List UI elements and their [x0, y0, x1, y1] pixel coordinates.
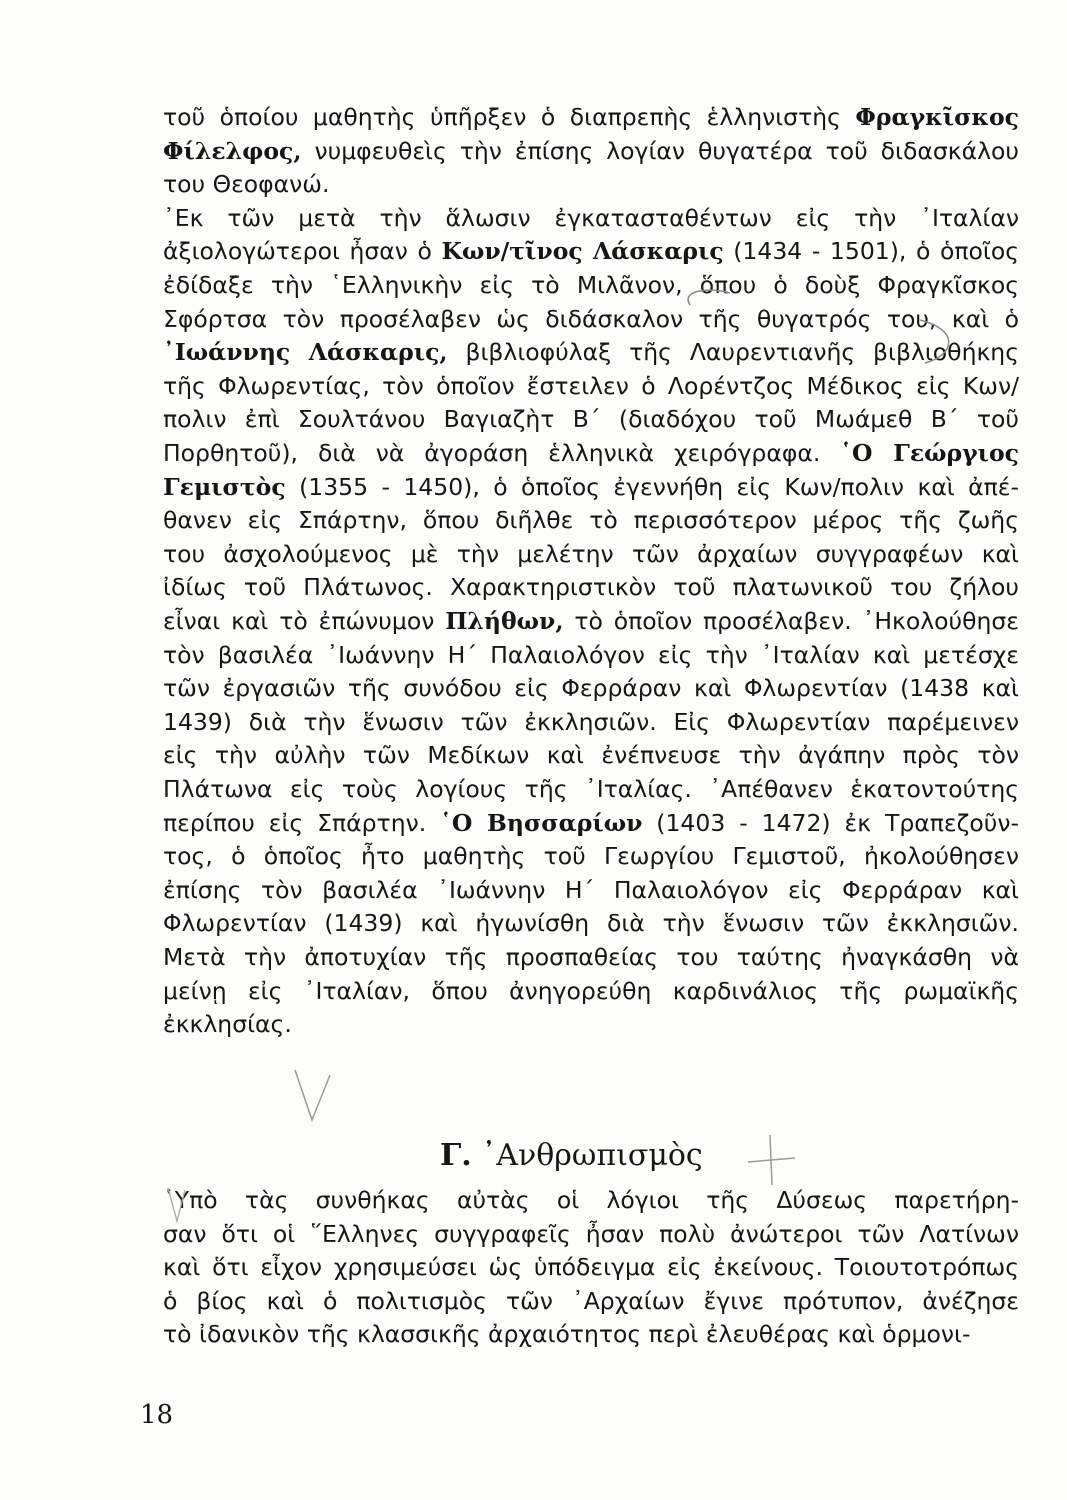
text-line — [163, 570, 1019, 604]
bold-name-run: Γεμιστὸς — [163, 472, 286, 501]
text-line — [163, 738, 1019, 772]
text-run: τῶν ἐργασιῶν τῆς συνόδου εἰς Φερράραν καὶ Φλωρεντίαν (1438 καὶ — [163, 674, 1019, 703]
text-run: του Θεοφανώ. — [163, 170, 330, 199]
text-line — [163, 1317, 1019, 1351]
text-run: ἐδίδαξε τὴν ῾Ελληνικὴν εἰς τὸ Μιλᾶνον, ὅπου ὁ δοὺξ Φραγκῖσκος — [163, 271, 1019, 299]
text-run: (1403 - 1472) ἐκ Τραπεζοῦν- — [642, 808, 1019, 837]
text-run: ὁ βίος καὶ ὁ πολιτισμὸς τῶν ᾿Αρχαίων ἔγινε πρότυπον, ἀνέζησε — [163, 1286, 1019, 1315]
text-run: ἰδίως τοῦ Πλάτωνος. Χαρακτηριστικὸν τοῦ πλατωνικοῦ του ζήλου — [163, 573, 1019, 602]
text-line — [163, 1217, 1019, 1251]
text-run: τὸ ὁποῖον προσέλαβεν. ᾿Ηκολούθησε — [563, 607, 1019, 635]
text-line — [163, 100, 1019, 134]
text-run: ἐκκλησίας. — [163, 1010, 292, 1039]
text-line — [163, 503, 1019, 537]
text-line — [163, 974, 1019, 1008]
text-run: εἶναι καὶ τὸ ἐπώνυμον — [163, 607, 446, 635]
section-title: ᾿Ανθρωπισμὸς — [481, 1138, 703, 1173]
text-run: τος, ὁ ὁποῖος ἦτο μαθητὴς τοῦ Γεωργίου Γεμιστοῦ, ἠκολούθησεν — [163, 842, 1019, 871]
text-run: εἰς τὴν αὐλὴν τῶν Μεδίκων καὶ ἐνέπνευσε τὴν ἀγάπην πρὸς τὸν — [163, 741, 1019, 770]
text-run: (1434 - 1501), ὁ ὁποῖος — [723, 237, 1020, 266]
text-run: (1355 - 1450), ὁ ὁποῖος ἐγεννήθη εἰς Κων/πολιν καὶ ἀπέ- — [285, 472, 1019, 501]
text-line — [163, 1183, 1019, 1217]
text-run: Πλάτωνα εἰς τοὺς λογίους τῆς ᾿Ιταλίας. ᾿Απέθανεν ἑκατοντούτης — [163, 775, 1019, 803]
text-run: περίπου εἰς Σπάρτην. — [163, 808, 441, 837]
bold-name-run: Φραγκῖσκος — [855, 103, 1019, 131]
text-line — [163, 436, 1019, 470]
text-run: τοῦ ὁποίου μαθητὴς ὑπῆρξεν ὁ διαπρεπὴς ἑλληνιστὴς — [163, 103, 856, 131]
text-run: Φλωρεντίαν (1439) καὶ ἠγωνίσθη διὰ τὴν ἕνωσιν τῶν ἐκκλησιῶν. — [163, 909, 1019, 938]
text-line — [163, 335, 1019, 369]
text-line — [163, 705, 1019, 739]
text-run: Μετὰ τὴν ἀποτυχίαν τῆς προσπαθείας του ταύτης ἠναγκάσθη νὰ — [163, 943, 1019, 971]
text-run: ἐπίσης τὸν βασιλέα ᾿Ιωάννην Η΄ Παλαιολόγον εἰς Φερράραν καὶ — [163, 875, 1019, 904]
text-line — [163, 268, 1019, 302]
text-line — [163, 369, 1019, 403]
bold-name-run: ῾Ο Γεώργιος — [840, 439, 1019, 467]
text-line — [163, 873, 1019, 907]
text-run: νυμφευθεὶς τὴν ἐπίσης λογίαν θυγατέρα τοῦ διδασκάλου — [301, 136, 1019, 165]
bold-name-run: ῾Ο Βησσαρίων — [440, 808, 643, 837]
text-run: Σφόρτσα τὸν προσέλαβεν ὡς διδάσκαλον τῆς θυγατρός του, καὶ ὁ — [163, 304, 1019, 333]
text-run: θανεν εἰς Σπάρτην, ὅπου διῆλθε τὸ περισσότερον μέρος τῆς ζωῆς — [163, 506, 1019, 535]
text-line — [163, 806, 1019, 840]
section-heading — [440, 1136, 703, 1176]
text-line — [163, 302, 1019, 336]
text-run: καὶ ὅτι εἶχον χρησιμεύσει ὡς ὑπόδειγμα εἰς ἐκείνους. Τοιουτοτρόπως — [163, 1253, 1019, 1282]
text-line — [163, 604, 1019, 638]
bold-name-run: Φίλελφος, — [163, 136, 302, 165]
text-line — [163, 906, 1019, 940]
text-line — [163, 1250, 1019, 1284]
text-line — [163, 839, 1019, 873]
pencil-check-mark — [290, 1065, 340, 1125]
text-run: ἀξιολογώτεροι ἦσαν ὁ — [163, 237, 442, 266]
text-line — [163, 772, 1019, 806]
text-line — [163, 1007, 1019, 1041]
text-line — [163, 537, 1019, 571]
text-run: τὸ ἰδανικὸν τῆς κλασσικῆς ἀρχαιότητος περὶ ἐλευθέρας καὶ ὁρμονι- — [163, 1320, 971, 1349]
text-run: ῾Υπὸ τὰς συνθήκας αὐτὰς οἱ λόγιοι τῆς Δύσεως παρετήρη- — [163, 1186, 1019, 1214]
text-line — [163, 1284, 1019, 1318]
page-number: 18 — [140, 1400, 174, 1430]
text-run: πολιν ἐπὶ Σουλτάνου Βαγιαζὴτ Β΄ (διαδόχου τοῦ Μωάμεθ Β΄ τοῦ — [163, 405, 1019, 434]
bold-name-run: Κων/τῖνος Λάσκαρις — [441, 237, 724, 266]
text-run: μείνῃ εἰς ᾿Ιταλίαν, ὅπου ἀνηγορεύθη καρδινάλιος τῆς ρωμαϊκῆς — [163, 976, 1019, 1005]
text-run: τῆς Φλωρεντίας, τὸν ὁποῖον ἔστειλεν ὁ Λορέντζος Μέδικος εἰς Κων/ — [163, 371, 1019, 400]
text-line — [163, 671, 1019, 705]
text-run: 1439) διὰ τὴν ἕνωσιν τῶν ἐκκλησιῶν. Εἰς Φλωρεντίαν παρέμεινεν — [163, 707, 1019, 736]
text-line — [163, 134, 1019, 168]
bold-name-run: Πλήθων, — [445, 607, 564, 635]
text-line — [163, 402, 1019, 436]
text-line — [163, 470, 1019, 504]
text-run: βιβλιοφύλαξ τῆς Λαυρεντιανῆς βιβλιοθήκης — [447, 338, 1019, 367]
text-run: ᾿Εκ τῶν μετὰ τὴν ἅλωσιν ἐγκατασταθέντων εἰς τὴν ᾿Ιταλίαν — [163, 203, 1019, 232]
section-number: Γ. — [440, 1138, 472, 1173]
text-line — [163, 234, 1019, 268]
text-line — [163, 638, 1019, 672]
text-run: του ἀσχολούμενος μὲ τὴν μελέτην τῶν ἀρχαίων συγγραφέων καὶ — [163, 539, 1019, 568]
text-run: τὸν βασιλέα ᾿Ιωάννην Η΄ Παλαιολόγον εἰς τὴν ᾿Ιταλίαν καὶ μετέσχε — [163, 640, 1019, 669]
text-line — [163, 167, 1019, 201]
text-run: σαν ὅτι οἱ ῞Ελληνες συγγραφεῖς ἦσαν πολὺ ἀνώτεροι τῶν Λατίνων — [163, 1219, 1019, 1248]
pencil-cross-mark — [740, 1130, 800, 1190]
text-line — [163, 940, 1019, 974]
text-run: Πορθητοῦ), διὰ νὰ ἀγοράση ἑλληνικὰ χειρόγραφα. — [163, 439, 841, 467]
text-line — [163, 201, 1019, 235]
bold-name-run: ᾿Ιωάννης Λάσκαρις, — [163, 338, 448, 367]
